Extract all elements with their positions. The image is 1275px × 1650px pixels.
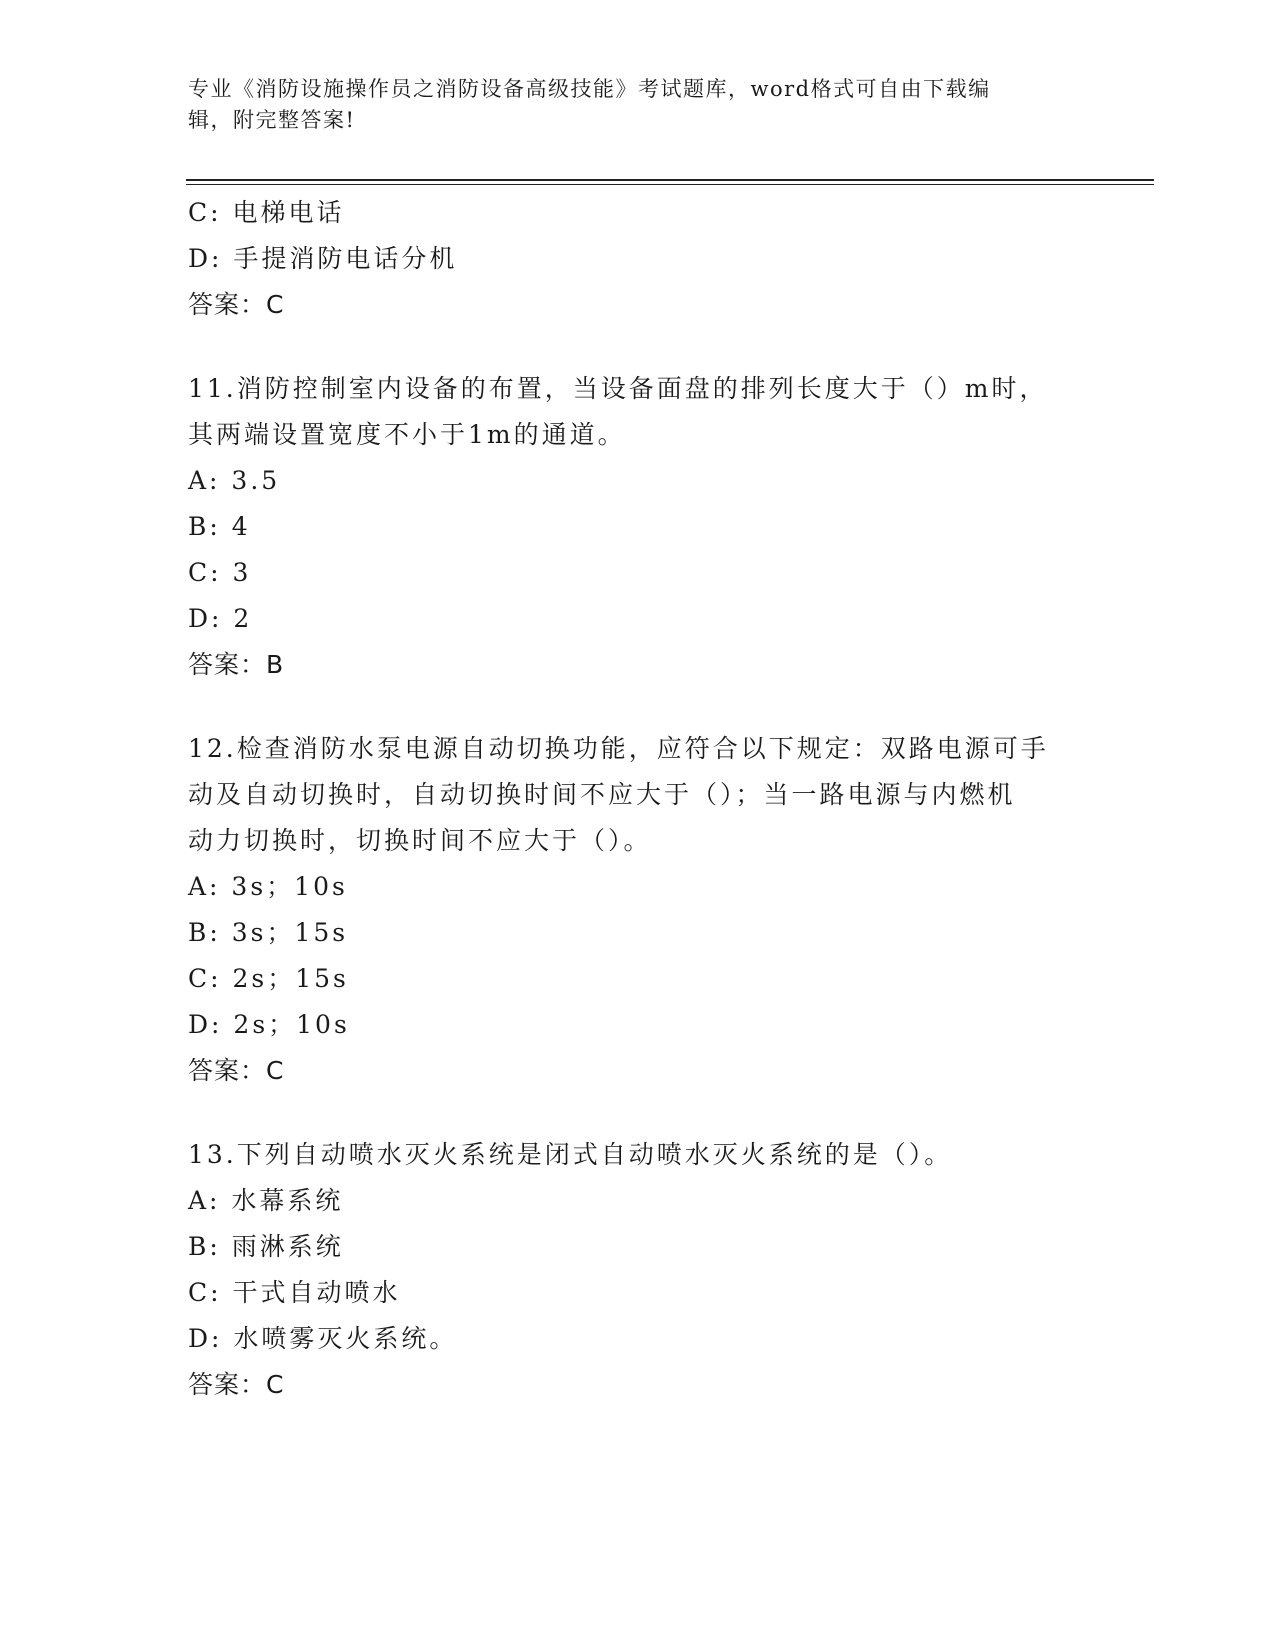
question-stem-line: 动力切换时，切换时间不应大于（）。 (188, 826, 652, 855)
option-a: A: 水幕系统 (188, 1186, 344, 1215)
question-stem-line: 13.下列自动喷水灭火系统是闭式自动喷水灭火系统的是（）。 (188, 1140, 953, 1169)
question-stem-line: 其两端设置宽度不小于1m的通道。 (188, 420, 626, 449)
option-b: B: 雨淋系统 (188, 1232, 344, 1261)
option-c: C: 电梯电话 (188, 198, 345, 227)
header-title-line-1: 专业《消防设施操作员之消防设备高级技能》考试题库，word格式可自由下载编 (188, 77, 991, 101)
answer-line: 答案：C (188, 1056, 285, 1085)
option-a: A: 3s；10s (188, 872, 348, 901)
option-a: A: 3.5 (188, 466, 281, 495)
header-title-line-2: 辑，附完整答案! (188, 108, 356, 132)
option-d: D: 水喷雾灭火系统。 (188, 1324, 458, 1353)
option-c: C: 3 (188, 558, 252, 587)
question-stem-line: 11.消防控制室内设备的布置，当设备面盘的排列长度大于（）m时， (188, 374, 1048, 403)
answer-line: 答案：C (188, 290, 285, 319)
option-c: C: 干式自动喷水 (188, 1278, 401, 1307)
question-stem-line: 动及自动切换时，自动切换时间不应大于（）；当一路电源与内燃机 (188, 780, 1016, 809)
question-stem-line: 12.检查消防水泵电源自动切换功能，应符合以下规定：双路电源可手 (188, 734, 1049, 763)
option-d: D: 2 (188, 604, 253, 633)
answer-line: 答案：B (188, 650, 285, 679)
option-b: B: 4 (188, 512, 251, 541)
option-c: C: 2s；15s (188, 964, 349, 993)
question-11 (188, 366, 1088, 688)
option-b: B: 3s；15s (188, 918, 349, 947)
question-list (188, 190, 1088, 1408)
question-12 (188, 726, 1088, 1094)
header-divider-thin (186, 184, 1154, 185)
option-d: D: 手提消防电话分机 (188, 244, 458, 273)
answer-line: 答案：C (188, 1370, 285, 1399)
question-13 (188, 1132, 1088, 1408)
previous-question-tail (188, 190, 1088, 328)
header-divider-thick (186, 179, 1154, 181)
document-header (188, 74, 1068, 136)
option-d: D: 2s；10s (188, 1010, 350, 1039)
